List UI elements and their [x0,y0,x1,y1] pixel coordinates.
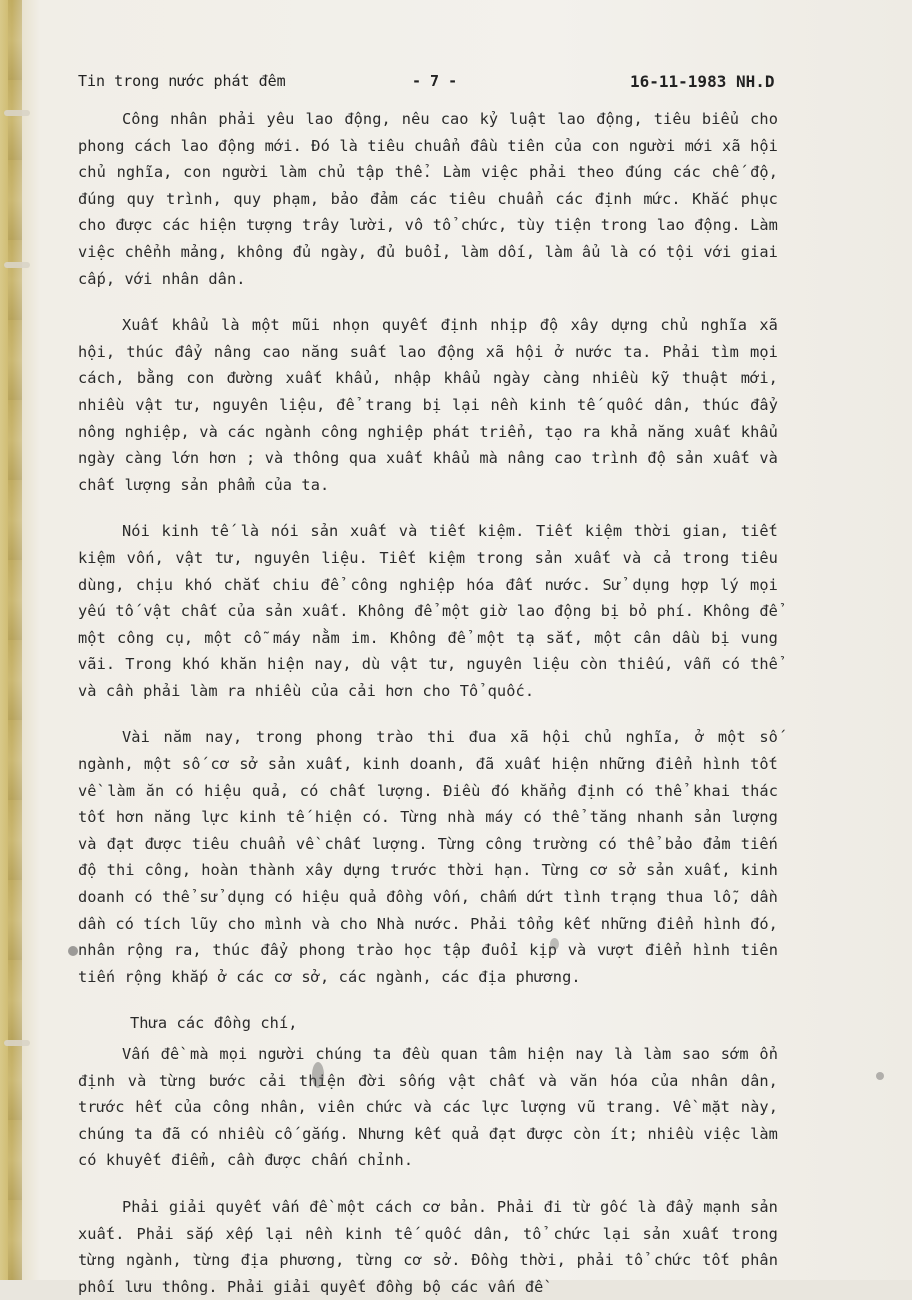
page-number: - 7 - [412,72,458,90]
binding-stitch [4,1040,30,1046]
paragraph: Phải giải quyết vấn đề một cách cơ bản. Phải đi từ gốc là đẩy mạnh sản xuất. Phải sắp xếp lại nền kinh tế quốc dân, tổ chức lại sản xuất trong từng ngành, từng địa phương, từng cơ sở. Đồng thời, phải tổ chức tốt phân phối lưu thông. Phải giải quyết đồng bộ các vấn đề [78,1197,778,1296]
paragraph: Nói kinh tế là nói sản xuất và tiết kiệm. Tiết kiệm thời gian, tiết kiệm vốn, vật tư, nguyên liệu. Tiết kiệm trong sản xuất và cả trong tiêu dùng, chịu khó chắt chiu để công nghiệp hóa đất nước. Sử dụng hợp lý mọi yếu tố vật chất của sản xuất. Không để một giờ lao động bị bỏ phí. Không để một công cụ, một cỗ máy nằm im. Không để một tạ sắt, một cân dầu bị vung vãi. Trong khó khăn hiện nay, dù vật tư, nguyên liệu còn thiếu, vẫn có thể và cần phải làm ra nhiều của cải hơn cho Tổ quốc. [78,522,778,700]
salutation: Thưa các đồng chí, [130,1014,298,1033]
paragraph: Công nhân phải yêu lao động, nêu cao kỷ luật lao động, tiêu biểu cho phong cách lao động mới. Đó là tiêu chuẩn đầu tiên của con người mới xã hội chủ nghĩa, con người làm chủ tập thể. Làm việc phải theo đúng các chế độ, đúng quy trình, quy phạm, bảo đảm các tiêu chuẩn các định mức. Khắc phục cho được các hiện tượng trây lười, vô tổ chức, tùy tiện trong lao động. Làm việc chểnh mảng, không đủ ngày, đủ buổi, làm dối, làm ẩu là có tội với giai cấp, với nhân dân. [78,110,778,288]
paragraph: Xuất khẩu là một mũi nhọn quyết định nhịp độ xây dựng chủ nghĩa xã hội, thúc đẩy nâng cao năng suất lao động xã hội ở nước ta. Phải tìm mọi cách, bằng con đường xuất khẩu, nhập khẩu ngày càng nhiều kỹ thuật mới, nhiều vật tư, nguyên liệu, để trang bị lại nền kinh tế quốc dân, thúc đẩy nông nghiệp, và các ngành công nghiệp phát triển, tạo ra khả năng xuất khẩu ngày càng lớn hơn ; và thông qua xuất khẩu mà nâng cao trình độ sản xuất và chất lượng sản phẩm của ta. [78,316,778,494]
paragraph: Vấn đề mà mọi người chúng ta đều quan tâm hiện nay là làm sao sớm ổn định và từng bước cải thiện đời sống vật chất và văn hóa của nhân dân, trước hết của công nhân, viên chức và các lực lượng vũ trang. Về mặt này, chúng ta đã có nhiều cố gắng. Nhưng kết quả đạt được còn ít; nhiều việc làm có khuyết điểm, cần được chấn chỉnh. [78,1045,778,1170]
binding-stitch [4,262,30,268]
header-source: Tin trong nước phát đêm [78,72,286,90]
ink-smudge [68,946,78,956]
header-date: 16-11-1983 NH.D [630,72,775,91]
document-body [78,106,778,1300]
page-binding [8,0,22,1280]
ink-smudge [876,1072,884,1080]
ink-smudge [550,938,559,950]
binding-stitch [4,110,30,116]
ink-smudge [312,1062,324,1088]
paragraph: Vài năm nay, trong phong trào thi đua xã hội chủ nghĩa, ở một số ngành, một số cơ sở sản xuất, kinh doanh, đã xuất hiện những điển hình tốt về làm ăn có hiệu quả, có chất lượng. Điều đó khẳng định có thể khai thác tốt hơn năng lực kinh tế hiện có. Từng nhà máy có thể tăng nhanh sản lượng và đạt được tiêu chuẩn về chất lượng. Từng công trường có thể bảo đảm tiến độ thi công, hoàn thành xây dựng trước thời hạn. Từng cơ sở sản xuất, kinh doanh có thể sử dụng có hiệu quả đồng vốn, chấm dứt tình trạng thua lỗ, dần dần có tích lũy cho mình và cho Nhà nước. Phải tổng kết những điển hình đó, nhân rộng ra, thúc đẩy phong trào học tập đuổi kịp và vượt điển hình tiên tiến rộng khắp ở các cơ sở, các ngành, các địa phương. [78,728,778,986]
page-header [78,68,818,92]
